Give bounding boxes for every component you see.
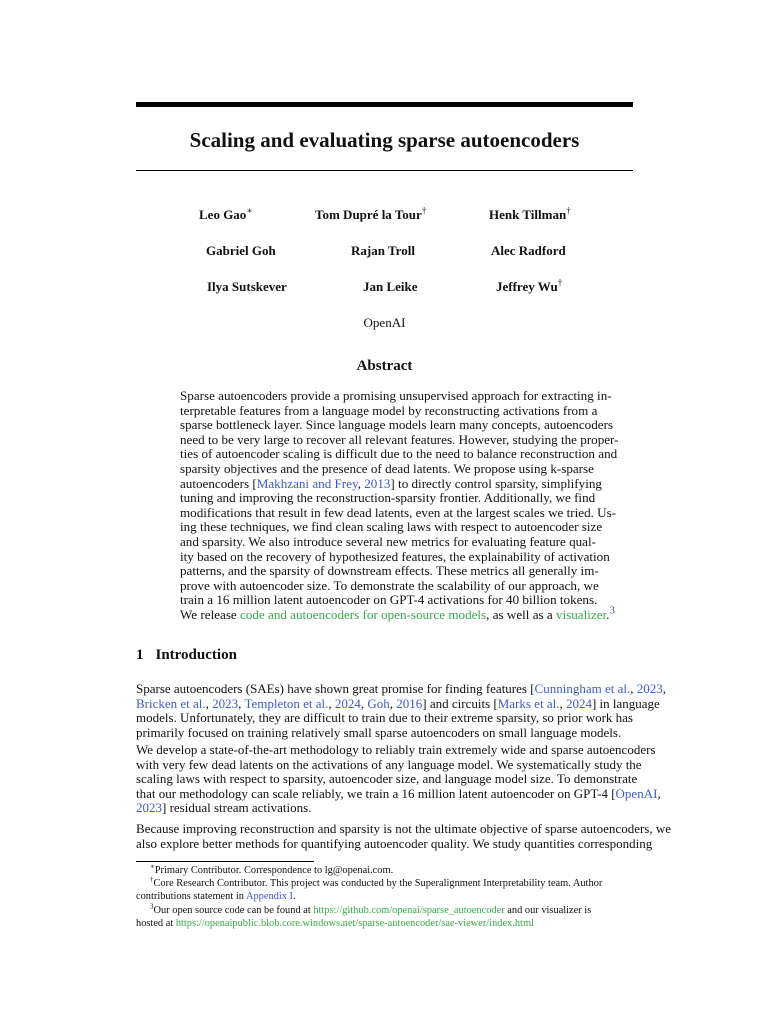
top-rule	[136, 102, 633, 107]
footnote-ref[interactable]: 3	[609, 604, 615, 617]
author-rajan-troll: Rajan Troll	[351, 243, 415, 258]
author-henk-tillman: Henk Tillman†	[489, 205, 571, 222]
citation-link[interactable]: Goh	[367, 695, 390, 711]
code-release-link[interactable]: code and autoencoders for open-source models	[240, 606, 487, 622]
author-alec-radford: Alec Radford	[491, 243, 566, 258]
abstract-line: Sparse autoencoders provide a promising unsupervised approach for extracting in-	[180, 388, 612, 403]
viewer-link[interactable]: https://openaipublic.blob.core.windows.net/sparse-autoencoder/sae-viewer/index.html	[175, 917, 534, 929]
paragraph-1	[136, 681, 666, 740]
footnote-2: †Core Research Contributor. This project was conducted by the Superalignment Interpretability team. Author	[150, 875, 603, 890]
body-line: primarily focused on training relatively small sparse autoencoders on small language models.	[136, 724, 622, 740]
abstract-line: ing these techniques, we find clean scaling laws with respect to autoencoder size	[180, 519, 603, 535]
citation-link[interactable]: 2024	[334, 695, 361, 711]
citation-link[interactable]: 2023	[136, 800, 162, 816]
citation-link[interactable]: 2024	[565, 695, 592, 711]
body-line: We develop a state-of-the-art methodology to reliably train extremely wide and sparse autoencoders	[136, 742, 656, 757]
citation-link[interactable]: OpenAI	[615, 785, 658, 801]
title-rule	[136, 170, 633, 171]
paragraph-2	[136, 742, 661, 816]
appendix-link[interactable]: Appendix I	[245, 891, 294, 903]
citation-link[interactable]: 2023	[212, 695, 239, 711]
abstract-line: patterns, and the sparsity of downstream effects. These metrics all generally im-	[180, 563, 599, 579]
body-line: models. Unfortunately, they are difficult to train due to their extreme sparsity, so prior work has	[136, 710, 633, 726]
abstract-line: ties of autoencoder scaling is difficult due to the need to balance reconstruction and	[180, 446, 618, 462]
body-line: also explore better methods for quantifying autoencoder quality. We study quantities corresponding	[136, 835, 653, 851]
author-gabriel-goh: Gabriel Goh	[206, 243, 276, 258]
body-line: Sparse autoencoders (SAEs) have shown great promise for finding features [Cunningham et al., 2023,	[136, 681, 666, 696]
author-leo-gao: Leo Gao∗	[199, 205, 253, 222]
abstract-line: ity based on the recovery of hypothesized features, the explainability of activation	[180, 548, 610, 564]
abstract-line: sparse bottleneck layer. Since language models learn many concepts, autoencoders	[180, 417, 614, 433]
footnote-rule	[136, 861, 314, 862]
paper-title: Scaling and evaluating sparse autoencoders	[189, 128, 580, 152]
citation-link[interactable]: Marks et al.	[497, 695, 560, 711]
citation-link[interactable]: 2016	[396, 695, 423, 711]
affiliation: OpenAI	[363, 315, 406, 330]
body-line: that our methodology can scale reliably, we train a 16 million latent autoencoder on GPT-4 [OpenAI,	[136, 785, 661, 801]
abstract-line: and sparsity. We also introduce several new metrics for evaluating feature qual-	[180, 533, 596, 549]
citation-link[interactable]: Cunningham et al.	[534, 681, 631, 696]
footnote-1: ∗Primary Contributor. Correspondence to lg@openai.com.	[150, 862, 394, 876]
footnotes	[136, 864, 633, 930]
abstract-line: terpretable features from a language model by reconstructing activations from a	[180, 402, 598, 418]
citation-link[interactable]: Bricken et al.	[136, 695, 206, 711]
abstract-line: autoencoders [Makhzani and Frey, 2013] to directly control sparsity, simplifying	[180, 475, 602, 491]
abstract-line: need to be very large to recover all relevant features. However, studying the proper-	[180, 431, 619, 447]
body-line: Because improving reconstruction and sparsity is not the ultimate objective of sparse autoencoders, we	[136, 821, 672, 836]
citation-link[interactable]: 2013	[364, 475, 391, 491]
footnote-3-cont: hosted at https://openaipublic.blob.core.windows.net/sparse-autoencoder/sae-viewer/index.html	[136, 917, 534, 929]
abstract-body	[180, 388, 619, 623]
author-jeffrey-wu: Jeffrey Wu†	[496, 277, 563, 294]
abstract-heading: Abstract	[356, 358, 413, 374]
body-line: 2023] residual stream activations.	[136, 800, 312, 816]
footnote-2-cont: contributions statement in Appendix I.	[136, 891, 296, 903]
visualizer-link[interactable]: visualizer	[555, 606, 607, 622]
abstract-line: sparsity objectives and the presence of dead latents. We propose using k-sparse	[180, 460, 594, 476]
citation-link[interactable]: Makhzani and Frey	[256, 475, 358, 491]
body-line: with very few dead latents on the activations of any language model. We systematically study the	[136, 756, 642, 772]
abstract-line: tuning and improving the reconstruction-sparsity frontier. Additionally, we find	[180, 490, 596, 506]
abstract-line: modifications that result in few dead latents, even at the largest scales we tried. Us-	[180, 504, 617, 520]
citation-link[interactable]: 2023	[636, 681, 663, 696]
citation-link[interactable]: Templeton et al.	[244, 695, 329, 711]
body-line: scaling laws with respect to sparsity, autoencoder size, and language model size. To demonstrate	[136, 771, 638, 787]
author-ilya-sutskever: Ilya Sutskever	[207, 279, 287, 294]
github-link[interactable]: https://github.com/openai/sparse_autoencoder	[313, 904, 505, 916]
footnote-3: $^3$Our open source code can be found at https://github.com/openai/sparse_autoencoder and our visualizer is	[150, 902, 592, 916]
body-line: Bricken et al., 2023, Templeton et al., 2024, Goh, 2016] and circuits [Marks et al., 2024] in language	[136, 695, 660, 711]
abstract-line: prove with autoencoder size. To demonstrate the scalability of our approach, we	[180, 577, 599, 593]
section-heading: 1 Introduction	[136, 647, 237, 663]
author-jan-leike: Jan Leike	[363, 279, 418, 294]
paragraph-3	[136, 821, 672, 851]
abstract-line: train a 16 million latent autoencoder on GPT-4 activations for 40 billion tokens.	[180, 592, 598, 608]
abstract-line: We release code and autoencoders for open-source models, as well as a visualizer.$^3$	[180, 604, 615, 622]
author-tom-dupre-la-tour: Tom Dupré la Tour†	[315, 205, 427, 222]
